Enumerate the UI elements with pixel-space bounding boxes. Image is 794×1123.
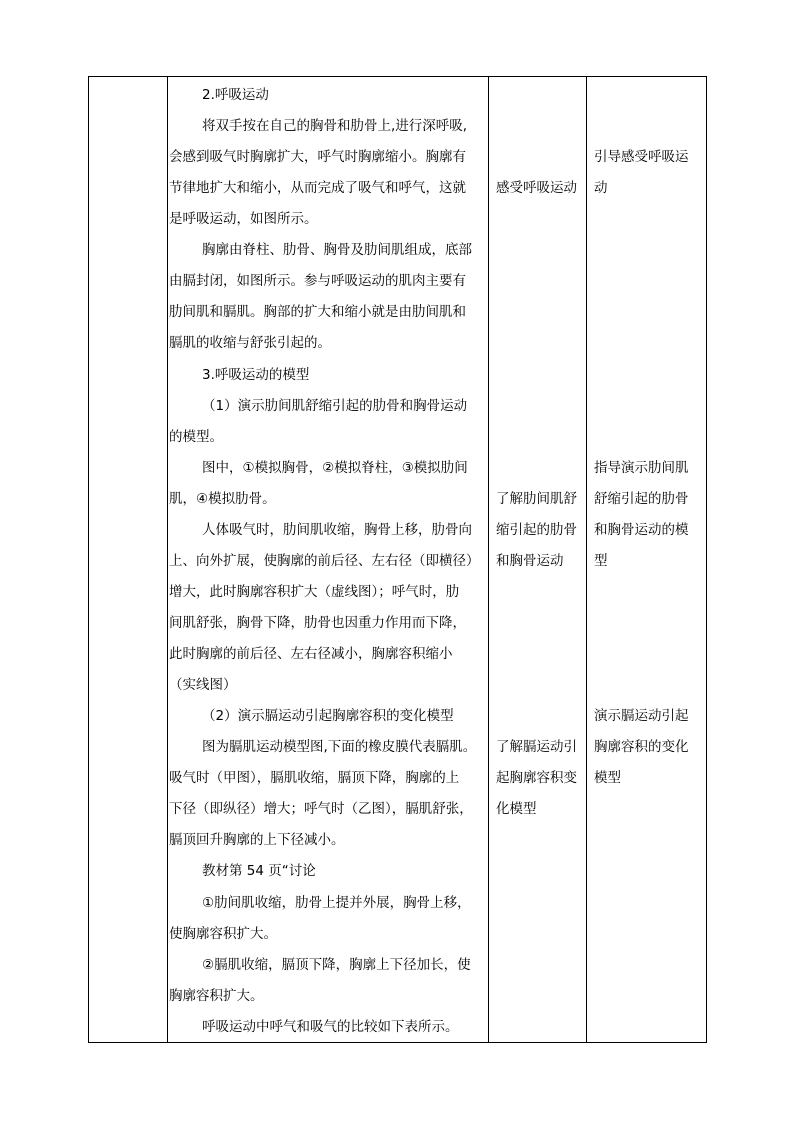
content-text-line: 此时胸廓的前后径、左右径减小，胸廓容积缩小 bbox=[169, 646, 453, 662]
teacher-activity-line: 指导演示肋间肌 bbox=[594, 460, 689, 476]
student-activity-line: 和胸骨运动 bbox=[496, 553, 564, 569]
content-text-line: 肋间肌和膈肌。胸部的扩大和缩小就是由肋间肌和 bbox=[169, 304, 466, 320]
teacher-activity-line: 和胸骨运动的模 bbox=[594, 522, 689, 538]
content-text-line: 教材第 54 页“讨论 bbox=[202, 863, 316, 879]
lesson-plan-table bbox=[88, 76, 707, 1043]
content-text-line: （2）演示膈运动引起胸廓容积的变化模型 bbox=[202, 708, 454, 724]
content-text-line: 是呼吸运动，如图所示。 bbox=[169, 211, 318, 227]
teacher-activity-line: 舒缩引起的肋骨 bbox=[594, 491, 689, 507]
teacher-activity-line: 模型 bbox=[594, 770, 621, 786]
teacher-activity-line: 引导感受呼吸运 bbox=[594, 149, 689, 165]
content-text-line: 胸廓容积扩大。 bbox=[169, 988, 264, 1004]
student-activity-line: 缩引起的肋骨 bbox=[496, 522, 577, 538]
content-text-line: 的模型。 bbox=[169, 429, 223, 445]
student-activity-line: 了解膈运动引 bbox=[496, 739, 577, 755]
content-text-line: 下径（即纵径）增大；呼气时（乙图），膈肌舒张， bbox=[169, 801, 473, 817]
content-text-line: 胸廓由脊柱、肋骨、胸骨及肋间肌组成，底部 bbox=[202, 242, 472, 258]
content-text-line: （实线图） bbox=[169, 677, 237, 693]
content-text-line: 由膈封闭，如图所示。参与呼吸运动的肌肉主要有 bbox=[169, 273, 466, 289]
content-text-line: 呼吸运动中呼气和吸气的比较如下表所示。 bbox=[202, 1019, 459, 1035]
content-text-line: 上、向外扩展，使胸廓的前后径、左右径（即横径） bbox=[169, 553, 480, 569]
column-divider bbox=[488, 77, 489, 1042]
content-text-line: 使胸廓容积扩大。 bbox=[169, 926, 277, 942]
content-text-line: ②膈肌收缩，膈顶下降，胸廓上下径加长，使 bbox=[202, 957, 471, 973]
content-text-line: 图中，①模拟胸骨，②模拟脊柱，③模拟肋间 bbox=[202, 460, 468, 476]
content-text-line: 人体吸气时，肋间肌收缩，胸骨上移，肋骨向 bbox=[202, 522, 472, 538]
content-text-line: 3.呼吸运动的模型 bbox=[202, 367, 310, 383]
content-text-line: 吸气时（甲图），膈肌收缩，膈顶下降，胸廓的上 bbox=[169, 770, 460, 786]
content-text-line: 节律地扩大和缩小，从而完成了吸气和呼气，这就 bbox=[169, 180, 466, 196]
student-activity-line: 起胸廓容积变 bbox=[496, 770, 577, 786]
content-text-line: （1）演示肋间肌舒缩引起的肋骨和胸骨运动 bbox=[202, 398, 468, 414]
teaching-content-column bbox=[169, 77, 487, 1042]
content-text-line: 膈顶回升胸廓的上下径减小。 bbox=[169, 832, 345, 848]
teacher-activity-line: 型 bbox=[594, 553, 608, 569]
teacher-activity-line: 演示膈运动引起 bbox=[594, 708, 689, 724]
content-text-line: 间肌舒张，胸骨下降，肋骨也因重力作用而下降， bbox=[169, 615, 466, 631]
teacher-activity-line: 胸廓容积的变化 bbox=[594, 739, 689, 755]
student-activity-line: 化模型 bbox=[496, 801, 537, 817]
content-text-line: ①肋间肌收缩，肋骨上提并外展，胸骨上移， bbox=[202, 895, 471, 911]
column-divider bbox=[586, 77, 587, 1042]
student-activity-column bbox=[490, 77, 585, 1042]
content-text-line: 增大，此时胸廓容积扩大（虚线图）；呼气时，肋 bbox=[169, 584, 460, 600]
content-text-line: 2.呼吸运动 bbox=[202, 87, 269, 103]
teacher-activity-line: 动 bbox=[594, 180, 608, 196]
student-activity-line: 感受呼吸运动 bbox=[496, 180, 577, 196]
content-text-line: 将双手按在自己的胸骨和肋骨上,进行深呼吸, bbox=[202, 118, 468, 134]
content-text-line: 肌，④模拟肋骨。 bbox=[169, 491, 276, 507]
content-text-line: 图为膈肌运动模型图,下面的橡皮膜代表膈肌。 bbox=[202, 739, 477, 755]
content-text-line: 膈肌的收缩与舒张引起的。 bbox=[169, 335, 331, 351]
teacher-activity-column bbox=[588, 77, 704, 1042]
student-activity-line: 了解肋间肌舒 bbox=[496, 491, 577, 507]
content-text-line: 会感到吸气时胸廓扩大，呼气时胸廓缩小。胸廓有 bbox=[169, 149, 466, 165]
column-divider bbox=[167, 77, 168, 1042]
